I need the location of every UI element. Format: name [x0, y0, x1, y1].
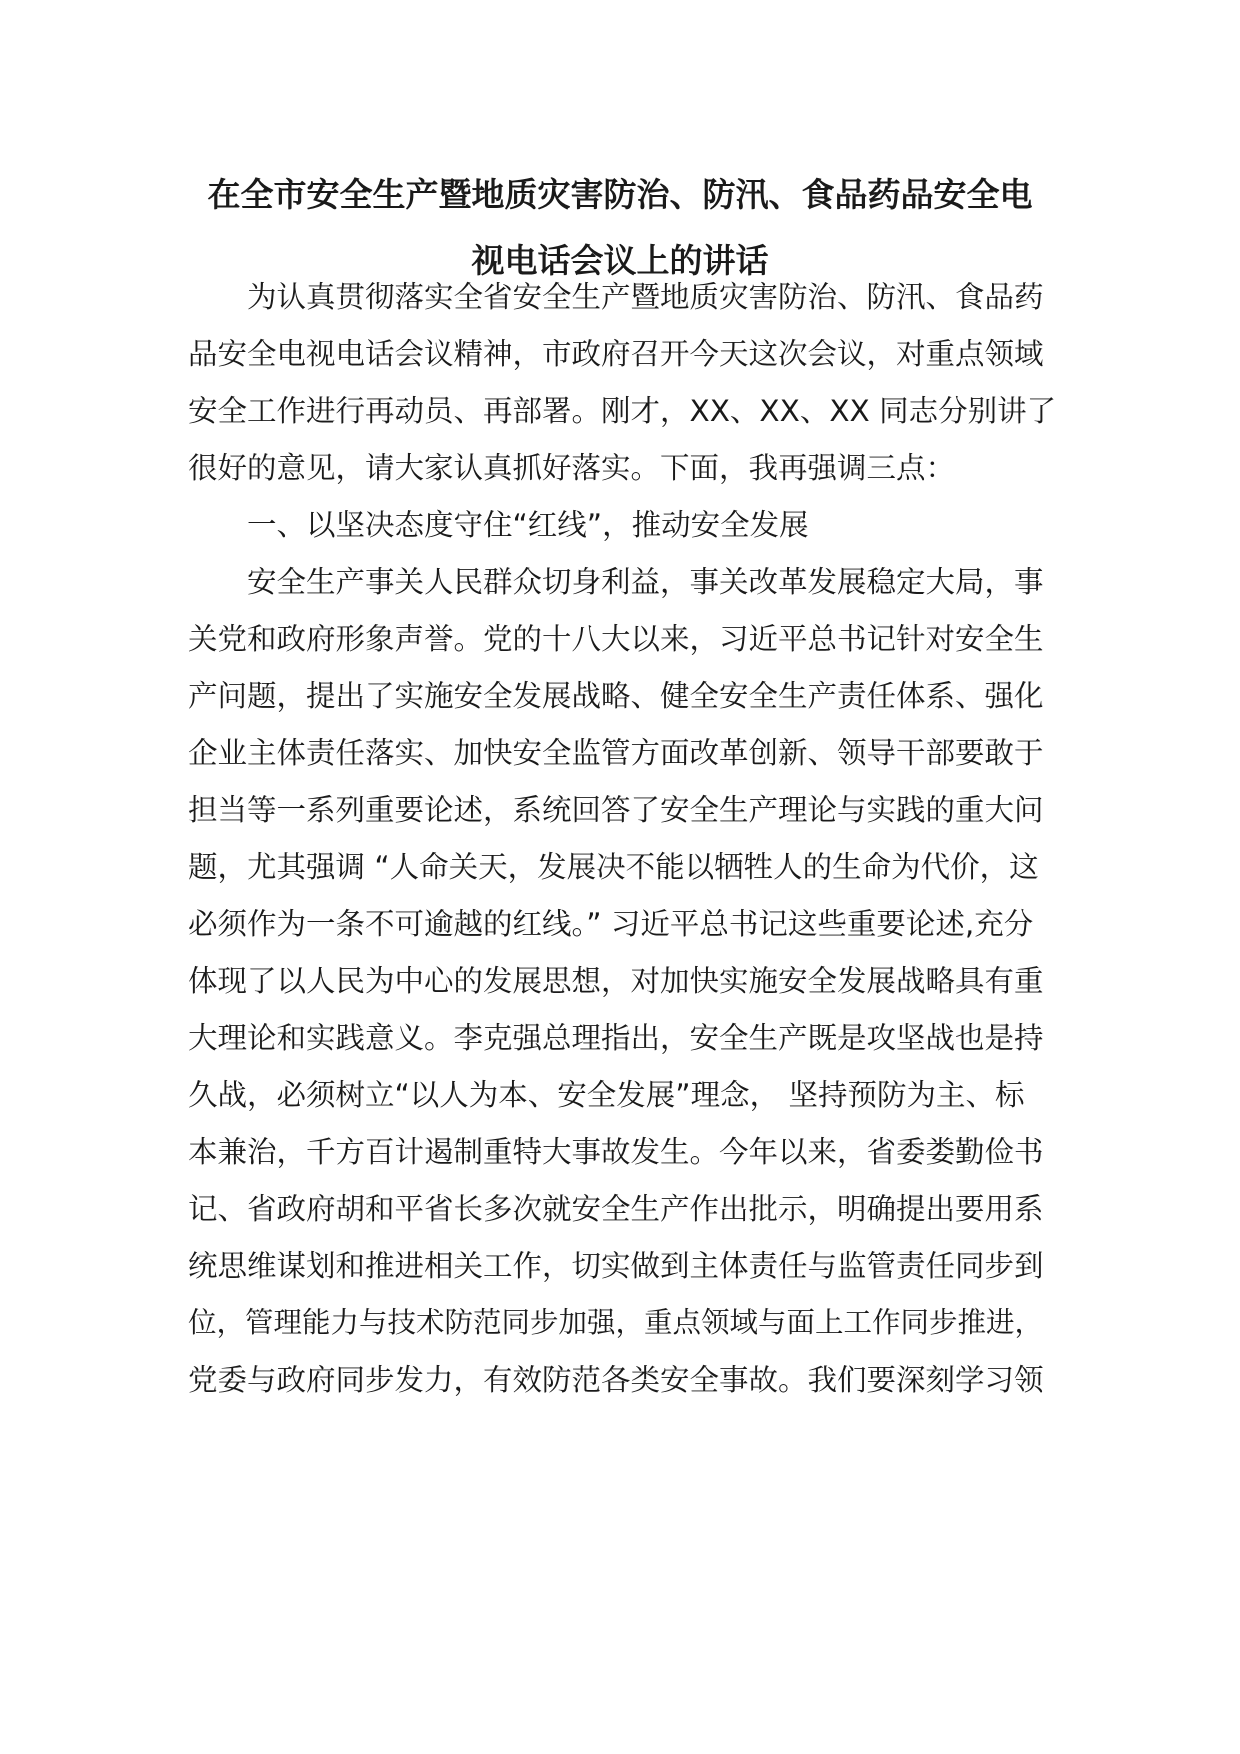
body-text-line: 题，尤其强调 “人命关天，发展决不能以牺牲人的生命为代价，这 — [188, 850, 1039, 884]
body-text-line: 大理论和实践意义。李克强总理指出，安全生产既是攻坚战也是持 — [188, 1021, 1044, 1055]
body-text-line: 记、省政府胡和平省长多次就安全生产作出批示，明确提出要用系 — [188, 1192, 1044, 1226]
body-text-line: 安全工作进行再动员、再部署。刚才，XX、XX、XX 同志分别讲了 — [188, 394, 1057, 428]
document-title-line-2: 视电话会议上的讲话 — [471, 241, 769, 280]
body-text-line: 为认真贯彻落实全省安全生产暨地质灾害防治、防汛、食品药 — [188, 280, 1044, 314]
body-text-line: 很好的意见，请大家认真抓好落实。下面，我再强调三点： — [188, 451, 956, 485]
body-text-line: 体现了以人民为中心的发展思想，对加快实施安全发展战略具有重 — [188, 964, 1044, 998]
body-text-line: 党委与政府同步发力，有效防范各类安全事故。我们要深刻学习领 — [188, 1363, 1044, 1397]
body-text-line: 位，管理能力与技术防范同步加强，重点领域与面上工作同步推进， — [188, 1306, 1044, 1339]
body-text-line: 本兼治，千方百计遏制重特大事故发生。今年以来，省委娄勤俭书 — [188, 1135, 1044, 1169]
body-text-line: 品安全电视电话会议精神，市政府召开今天这次会议，对重点领域 — [188, 337, 1044, 371]
section-heading: 一、以坚决态度守住“红线”，推动安全发展 — [188, 508, 809, 542]
body-text-line: 统思维谋划和推进相关工作，切实做到主体责任与监管责任同步到 — [188, 1249, 1044, 1283]
body-text-line: 安全生产事关人民群众切身利益，事关改革发展稳定大局，事 — [188, 565, 1044, 599]
body-text-line: 关党和政府形象声誉。党的十八大以来，习近平总书记针对安全生 — [188, 622, 1044, 656]
body-text-line: 久战，必须树立“以人为本、安全发展”理念， 坚持预防为主、标 — [188, 1078, 1025, 1112]
body-text-line: 产问题，提出了实施安全发展战略、健全安全生产责任体系、强化 — [188, 679, 1044, 713]
body-text-line: 必须作为一条不可逾越的红线。” 习近平总书记这些重要论述,充分 — [188, 907, 1034, 941]
document-title-line-1: 在全市安全生产暨地质灾害防治、防汛、食品药品安全电 — [207, 175, 1033, 214]
body-text-line: 担当等一系列重要论述，系统回答了安全生产理论与实践的重大问 — [188, 793, 1044, 827]
body-text-line: 企业主体责任落实、加快安全监管方面改革创新、领导干部要敢于 — [188, 736, 1044, 770]
